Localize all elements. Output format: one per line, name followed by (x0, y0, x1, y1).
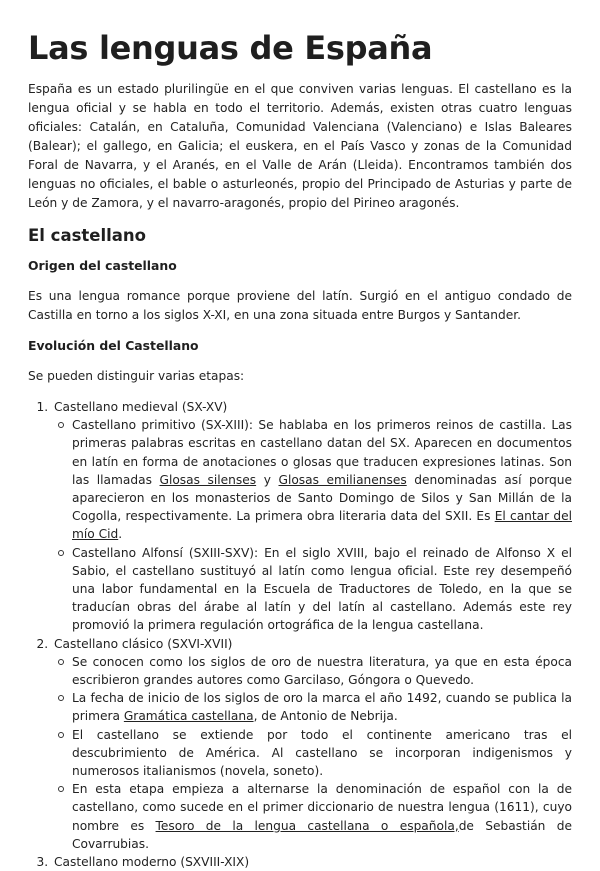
evolution-heading: Evolución del Castellano (28, 338, 199, 353)
stage-label: Castellano medieval (SX-XV) (54, 400, 228, 414)
section-heading: El castellano (28, 226, 147, 245)
stage-label: Castellano clásico (SXVI-XVII) (54, 636, 233, 651)
origin-paragraph: Es una lengua romance porque proviene del latín. Surgió en el antiguo condado de Castilla en torno a los siglos X-XI, en una zona situada entre Burgos y Santander. (28, 289, 572, 322)
list-item-siglos-oro: Se conocen como los siglos de oro de nuestra literatura, ya que en esta época escribieron grandes autores como Garcilaso, Góngora o Quevedo. (72, 653, 572, 689)
list-item-alfonsi: Castellano Alfonsí (SXIII-SXV): En el siglo XVIII, bajo el reinado de Alfonso X el Sabio, el castellano sustituyó al latín como lengua oficial. Este rey desempeñó una labor fundamental en la Escuela de Traductores de Toledo, en la que se traducían obras del árabe al latín y del latín al castellano. Además este rey promovió la primera regulación ortográfica de la lengua castellana. (72, 544, 572, 635)
sub-list-medieval (54, 416, 572, 634)
page-title: Las lenguas de España (28, 29, 433, 67)
link-tesoro-lengua[interactable]: Tesoro de la lengua castellana o española, (155, 818, 459, 833)
stage-label: Castellano moderno (SXVIII-XIX) (54, 855, 250, 870)
list-item-moderno (52, 853, 572, 871)
evolution-intro: Se pueden distinguir varias etapas: (28, 369, 245, 383)
stages-list (28, 398, 572, 871)
sub-list-clasico (54, 653, 572, 853)
intro-paragraph: España es un estado plurilingüe en el que conviven varias lenguas. El castellano es la lengua oficial y se habla en todo el territorio. Además, existen otras cuatro lenguas oficiales: Catalán, en Cataluña, Comunidad Valenciana (Valenciano) e Islas Baleares (Balear); el gallego, en Galicia; el euskera, en el País Vasco y zonas de la Comunidad Foral de Navarra, y el Aranés, en el Valle de Arán (Lleida). Encontramos también dos lenguas no oficiales, el bable o asturleonés, propio del Principado de Asturias y parte de León y de Zamora, y el navarro-aragonés, propio del Pirineo aragonés. (28, 82, 572, 210)
link-gramatica-castellana[interactable]: Gramática castellana (123, 709, 254, 724)
list-item-primitivo: Castellano primitivo (SX-XIII): Se hablaba en los primeros reinos de castilla. Las primeras palabras escritas en castellano datan del SX. Aparecen en documentos en latín en forma de anotaciones o glosas que traducen expresiones latinas. Son las llamadas Glosas silenses y Glosas emilianenses denominadas así porque aparecieron en los monasterios de Santo Domingo de Silos y San Millán de la Cogolla, respectivamente. La primera obra literaria data del SXII. Es El cantar del mío Cid. (72, 416, 572, 543)
origin-heading: Origen del castellano (28, 258, 177, 273)
link-glosas-emilianenses[interactable]: Glosas emilianenses (278, 472, 407, 487)
list-item-gramatica: La fecha de inicio de los siglos de oro la marca el año 1492, cuando se publica la primera Gramática castellana, de Antonio de Nebrija. (72, 689, 572, 725)
list-item-clasico (52, 635, 572, 853)
list-item-america: El castellano se extiende por todo el continente americano tras el descubrimiento de América. Al castellano se incorporan indigenismos y numerosos italianismos (novela, soneto). (72, 726, 572, 781)
list-item-tesoro: En esta etapa empieza a alternarse la denominación de español con la de castellano, como sucede en el primer diccionario de nuestra lengua (1611), cuyo nombre es Tesoro de la lengua castellana o española,de Sebastián de Covarrubias. (72, 780, 572, 853)
link-glosas-silenses[interactable]: Glosas silenses (159, 472, 257, 487)
link-cantar-mio-cid[interactable]: El cantar del mío Cid (72, 509, 572, 542)
list-item-medieval (52, 398, 572, 635)
